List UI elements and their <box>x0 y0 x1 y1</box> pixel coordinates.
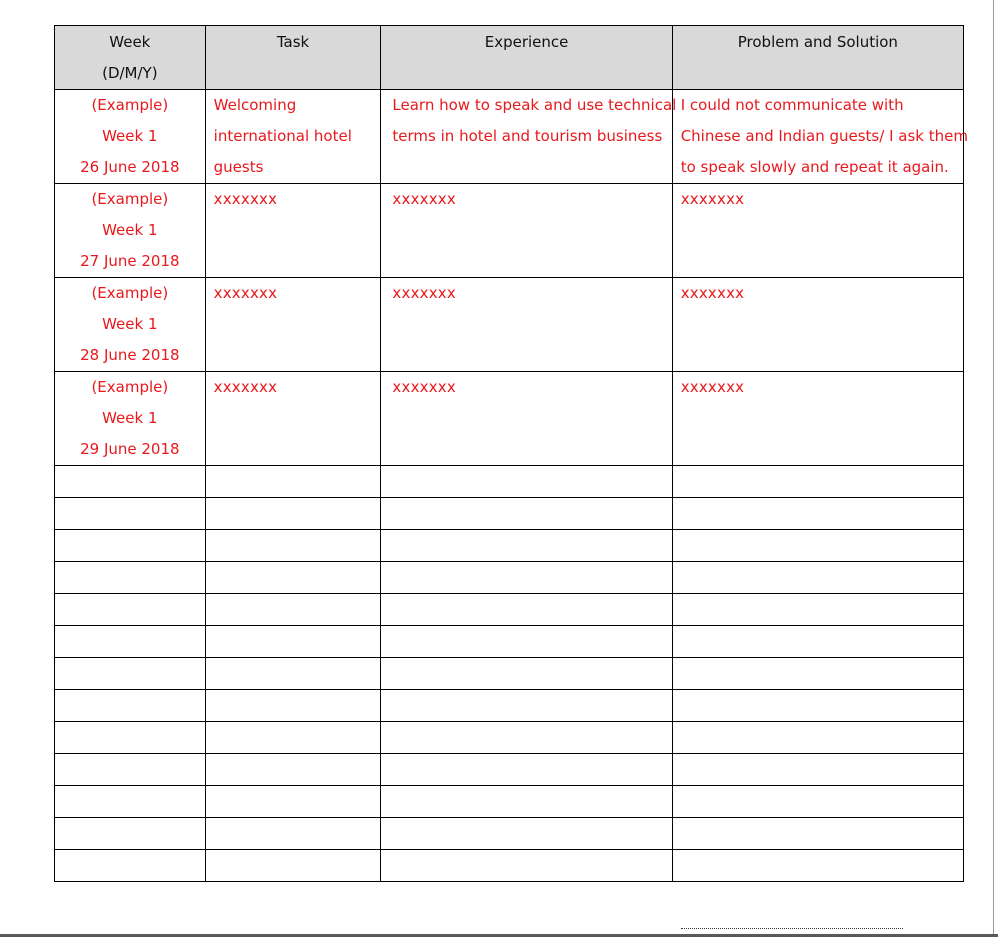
empty-experience-cell[interactable] <box>381 530 672 562</box>
empty-problem-solution-cell[interactable] <box>672 498 963 530</box>
problem-line: to speak slowly and repeat it again. <box>680 158 949 176</box>
week-number: Week 1 <box>102 315 158 333</box>
empty-week-cell[interactable] <box>55 498 206 530</box>
empty-table-row <box>55 818 964 850</box>
table-header-row <box>55 26 964 90</box>
week-number: Week 1 <box>102 409 158 427</box>
empty-problem-solution-cell[interactable] <box>672 690 963 722</box>
problem-solution-cell[interactable]: xxxxxxx <box>672 372 963 466</box>
empty-rows <box>55 466 964 882</box>
header-experience: Experience <box>381 26 672 90</box>
empty-week-cell[interactable] <box>55 786 206 818</box>
empty-problem-solution-cell[interactable] <box>672 754 963 786</box>
table-row <box>55 278 964 372</box>
empty-task-cell[interactable] <box>205 690 381 722</box>
empty-week-cell[interactable] <box>55 754 206 786</box>
table-row <box>55 372 964 466</box>
empty-week-cell[interactable] <box>55 690 206 722</box>
empty-experience-cell[interactable] <box>381 626 672 658</box>
week-date: 29 June 2018 <box>80 440 180 458</box>
empty-task-cell[interactable] <box>205 722 381 754</box>
empty-week-cell[interactable] <box>55 626 206 658</box>
empty-week-cell[interactable] <box>55 850 206 882</box>
empty-week-cell[interactable] <box>55 562 206 594</box>
experience-line: Learn how to speak and use technical <box>392 96 677 114</box>
task-cell[interactable] <box>205 90 381 184</box>
page-edge-right <box>993 0 994 937</box>
empty-problem-solution-cell[interactable] <box>672 658 963 690</box>
header-problem-solution: Problem and Solution <box>672 26 963 90</box>
signature-line <box>681 918 903 929</box>
header-week-format: (D/M/Y) <box>102 64 158 82</box>
experience-cell[interactable]: xxxxxxx <box>381 278 672 372</box>
empty-table-row <box>55 850 964 882</box>
empty-experience-cell[interactable] <box>381 754 672 786</box>
empty-experience-cell[interactable] <box>381 850 672 882</box>
empty-task-cell[interactable] <box>205 658 381 690</box>
empty-experience-cell[interactable] <box>381 786 672 818</box>
empty-problem-solution-cell[interactable] <box>672 562 963 594</box>
header-task: Task <box>205 26 381 90</box>
empty-problem-solution-cell[interactable] <box>672 626 963 658</box>
empty-task-cell[interactable] <box>205 850 381 882</box>
empty-table-row <box>55 626 964 658</box>
empty-problem-solution-cell[interactable] <box>672 786 963 818</box>
empty-table-row <box>55 530 964 562</box>
empty-table-row <box>55 690 964 722</box>
internship-log-table <box>54 25 968 882</box>
empty-week-cell[interactable] <box>55 658 206 690</box>
empty-table-row <box>55 594 964 626</box>
empty-table-row <box>55 722 964 754</box>
task-cell[interactable]: xxxxxxx <box>205 372 381 466</box>
header-week <box>55 26 206 90</box>
empty-experience-cell[interactable] <box>381 658 672 690</box>
week-date: 27 June 2018 <box>80 252 180 270</box>
empty-table-row <box>55 754 964 786</box>
problem-line: Chinese and Indian guests/ I ask them <box>680 127 968 145</box>
week-cell[interactable] <box>55 90 206 184</box>
week-cell[interactable] <box>55 278 206 372</box>
week-cell[interactable] <box>55 184 206 278</box>
experience-cell[interactable]: xxxxxxx <box>381 184 672 278</box>
empty-week-cell[interactable] <box>55 594 206 626</box>
experience-cell[interactable]: xxxxxxx <box>381 372 672 466</box>
empty-week-cell[interactable] <box>55 722 206 754</box>
empty-task-cell[interactable] <box>205 754 381 786</box>
task-line: international hotel <box>213 127 352 145</box>
empty-problem-solution-cell[interactable] <box>672 594 963 626</box>
empty-experience-cell[interactable] <box>381 498 672 530</box>
empty-table-row <box>55 786 964 818</box>
week-example-label: (Example) <box>91 190 169 208</box>
week-number: Week 1 <box>102 221 158 239</box>
empty-experience-cell[interactable] <box>381 690 672 722</box>
experience-line: terms in hotel and tourism business <box>392 127 663 145</box>
problem-solution-cell[interactable]: xxxxxxx <box>672 184 963 278</box>
task-line: Welcoming <box>213 96 297 114</box>
empty-table-row <box>55 466 964 498</box>
empty-problem-solution-cell[interactable] <box>672 850 963 882</box>
empty-task-cell[interactable] <box>205 626 381 658</box>
week-cell[interactable] <box>55 372 206 466</box>
empty-task-cell[interactable] <box>205 818 381 850</box>
empty-task-cell[interactable] <box>205 594 381 626</box>
empty-experience-cell[interactable] <box>381 562 672 594</box>
empty-problem-solution-cell[interactable] <box>672 466 963 498</box>
task-cell[interactable]: xxxxxxx <box>205 184 381 278</box>
problem-solution-cell[interactable] <box>672 90 968 184</box>
empty-experience-cell[interactable] <box>381 722 672 754</box>
problem-line: I could not communicate with <box>680 96 904 114</box>
empty-task-cell[interactable] <box>205 786 381 818</box>
empty-problem-solution-cell[interactable] <box>672 722 963 754</box>
empty-problem-solution-cell[interactable] <box>672 818 963 850</box>
experience-cell[interactable] <box>381 90 677 184</box>
week-example-label: (Example) <box>91 96 169 114</box>
empty-week-cell[interactable] <box>55 466 206 498</box>
week-date: 26 June 2018 <box>80 158 180 176</box>
week-example-label: (Example) <box>91 284 169 302</box>
empty-task-cell[interactable] <box>205 466 381 498</box>
week-date: 28 June 2018 <box>80 346 180 364</box>
task-cell[interactable]: xxxxxxx <box>205 278 381 372</box>
empty-problem-solution-cell[interactable] <box>672 530 963 562</box>
empty-table-row <box>55 498 964 530</box>
week-example-label: (Example) <box>91 378 169 396</box>
empty-table-row <box>55 562 964 594</box>
empty-week-cell[interactable] <box>55 530 206 562</box>
empty-task-cell[interactable] <box>205 498 381 530</box>
empty-task-cell[interactable] <box>205 530 381 562</box>
header-week-label: Week <box>109 33 151 51</box>
empty-week-cell[interactable] <box>55 818 206 850</box>
week-number: Week 1 <box>102 127 158 145</box>
problem-solution-cell[interactable]: xxxxxxx <box>672 278 963 372</box>
empty-experience-cell[interactable] <box>381 466 672 498</box>
table-row <box>55 184 964 278</box>
empty-experience-cell[interactable] <box>381 818 672 850</box>
task-line: guests <box>213 158 264 176</box>
table-row <box>55 90 964 184</box>
empty-task-cell[interactable] <box>205 562 381 594</box>
empty-table-row <box>55 658 964 690</box>
empty-experience-cell[interactable] <box>381 594 672 626</box>
